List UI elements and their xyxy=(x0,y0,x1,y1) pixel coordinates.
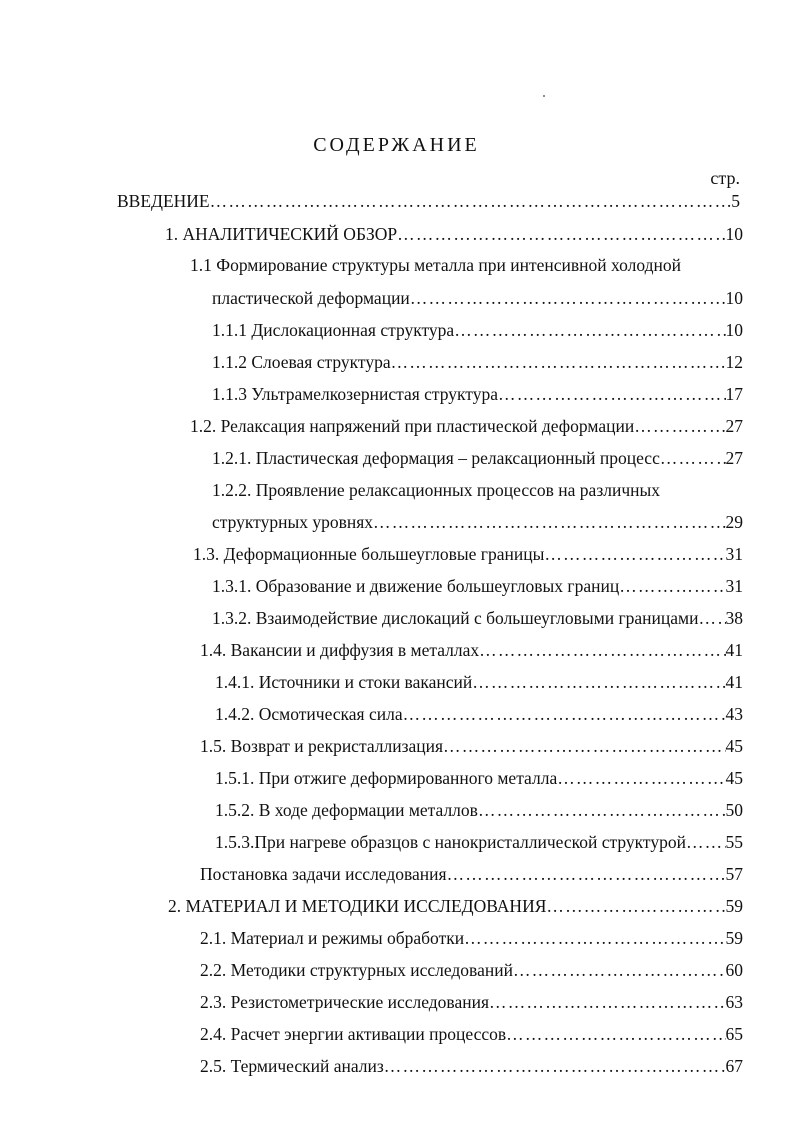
toc-entry-1-5-1[interactable] xyxy=(215,767,743,789)
toc-entry-title: 1. АНАЛИТИЧЕСКИЙ ОБЗОР xyxy=(165,224,398,244)
toc-dot-leader xyxy=(489,991,726,1013)
toc-entry-title: 1.5. Возврат и рекристаллизация xyxy=(200,736,444,756)
toc-entry-1-2-2[interactable] xyxy=(212,511,743,533)
toc-dot-leader xyxy=(698,607,725,629)
toc-entry-title: 1.2. Релаксация напряжений при пластической деформации xyxy=(190,416,635,436)
toc-entry-page: 5 xyxy=(731,191,740,211)
toc-entry-page: 45 xyxy=(725,768,743,788)
toc-entry-1-5-3[interactable] xyxy=(215,831,743,853)
toc-entry-page: 50 xyxy=(725,800,743,820)
toc-entry-page: 29 xyxy=(725,512,743,532)
toc-dot-leader xyxy=(397,223,725,245)
toc-dot-leader xyxy=(472,671,725,693)
toc-dot-leader xyxy=(506,1023,725,1045)
toc-dot-leader xyxy=(447,863,726,885)
toc-entry-title: 1.4. Вакансии и диффузия в металлах xyxy=(200,640,480,660)
toc-entry-1-3[interactable] xyxy=(193,543,743,565)
scan-speck xyxy=(543,95,545,97)
toc-entry-title: структурных уровнях xyxy=(212,512,374,532)
toc-dot-leader xyxy=(634,415,725,437)
toc-entry-1-1-1[interactable] xyxy=(212,319,743,341)
toc-entry-1-4[interactable] xyxy=(200,639,743,661)
toc-entry-title: 1.4.2. Осмотическая сила xyxy=(215,704,403,724)
toc-entry-1-5[interactable] xyxy=(200,735,743,757)
toc-entry-page: 67 xyxy=(725,1056,743,1076)
toc-entry-2-5[interactable] xyxy=(200,1055,743,1077)
toc-entry-1-5-2[interactable] xyxy=(215,799,743,821)
toc-entry-page: 10 xyxy=(725,320,743,340)
toc-dot-leader xyxy=(391,351,726,373)
toc-entry-title: 1.2.1. Пластическая деформация – релаксационный процесс xyxy=(212,448,660,468)
toc-entry-page: 57 xyxy=(725,864,743,884)
toc-entry-page: 17 xyxy=(725,384,743,404)
toc-entry-title: пластической деформации xyxy=(212,288,410,308)
toc-dot-leader xyxy=(479,639,725,661)
toc-entry-page: 65 xyxy=(725,1024,743,1044)
toc-entry-page: 63 xyxy=(725,992,743,1012)
toc-entry-1[interactable] xyxy=(165,223,743,245)
toc-entry-title: 2.2. Методики структурных исследований xyxy=(200,960,513,980)
toc-entry-title: 2.1. Материал и режимы обработки xyxy=(200,928,465,948)
toc-entry-1-4-2[interactable] xyxy=(215,703,743,725)
toc-dot-leader xyxy=(498,383,726,405)
toc-entry-title: 1.3.2. Взаимодействие дислокаций с большеугловыми границами xyxy=(212,608,699,628)
toc-dot-leader xyxy=(384,1055,726,1077)
toc-entry-1-1-2[interactable] xyxy=(212,351,743,373)
toc-entry-page: 38 xyxy=(725,608,743,628)
toc-entry-1-2[interactable] xyxy=(190,415,743,437)
toc-entry-1-1-3[interactable] xyxy=(212,383,743,405)
toc-entry-title: 1.5.2. В ходе деформации металлов xyxy=(215,800,478,820)
toc-entry-page: 31 xyxy=(725,544,743,564)
toc-entry-title: 2. МАТЕРИАЛ И МЕТОДИКИ ИССЛЕДОВАНИЯ xyxy=(168,896,547,916)
toc-entry-page: 10 xyxy=(725,288,743,308)
toc-dot-leader xyxy=(544,543,725,565)
toc-dot-leader xyxy=(660,447,726,469)
toc-entry-title: 1.3. Деформационные большеугловые границы xyxy=(193,544,545,564)
page-column-label: стр. xyxy=(710,168,740,188)
toc-entry-title: 2.4. Расчет энергии активации процессов xyxy=(200,1024,507,1044)
toc-dot-leader xyxy=(443,735,725,757)
toc-entry-problem-statement[interactable] xyxy=(200,863,743,885)
toc-dot-leader xyxy=(546,895,725,917)
toc-entry-1-1-line1[interactable]: 1.1 Формирование структуры металла при интенсивной холодной xyxy=(190,255,681,275)
toc-entry-2-2[interactable] xyxy=(200,959,743,981)
toc-entry-2-4[interactable] xyxy=(200,1023,743,1045)
toc-dot-leader xyxy=(619,575,725,597)
toc-dot-leader xyxy=(686,831,726,853)
toc-entry-title: 1.4.1. Источники и стоки вакансий xyxy=(215,672,473,692)
toc-entry-page: 55 xyxy=(725,832,743,852)
toc-entry-title: 1.1.3 Ультрамелкозернистая структура xyxy=(212,384,498,404)
page-title: СОДЕРЖАНИЕ xyxy=(313,134,480,156)
toc-entry-intro[interactable] xyxy=(117,190,740,212)
toc-entry-page: 10 xyxy=(725,224,743,244)
toc-entry-title: ВВЕДЕНИЕ xyxy=(117,191,210,211)
toc-entry-page: 12 xyxy=(725,352,743,372)
toc-entry-page: 41 xyxy=(725,672,743,692)
toc-entry-page: 60 xyxy=(725,960,743,980)
toc-entry-page: 59 xyxy=(725,928,743,948)
toc-entry-title: 2.3. Резистометрические исследования xyxy=(200,992,489,1012)
toc-entry-1-1[interactable] xyxy=(212,287,743,309)
toc-entry-page: 31 xyxy=(725,576,743,596)
toc-entry-title: 2.5. Термический анализ xyxy=(200,1056,384,1076)
toc-entry-1-2-2-line1[interactable]: 1.2.2. Проявление релаксационных процессов на различных xyxy=(212,480,661,500)
toc-dot-leader xyxy=(373,511,725,533)
toc-dot-leader xyxy=(454,319,725,341)
toc-dot-leader xyxy=(464,927,725,949)
toc-entry-page: 59 xyxy=(725,896,743,916)
toc-entry-2-3[interactable] xyxy=(200,991,743,1013)
toc-entry-page: 43 xyxy=(725,704,743,724)
toc-entry-title: 1.5.1. При отжиге деформированного металла xyxy=(215,768,558,788)
toc-entry-title: 1.1.2 Слоевая структура xyxy=(212,352,391,372)
toc-entry-1-3-1[interactable] xyxy=(212,575,743,597)
toc-dot-leader xyxy=(557,767,725,789)
toc-entry-1-3-2[interactable] xyxy=(212,607,743,629)
toc-dot-leader xyxy=(210,190,732,212)
toc-entry-title: 1.1.1 Дислокационная структура xyxy=(212,320,455,340)
toc-entry-title: Постановка задачи исследования xyxy=(200,864,447,884)
toc-entry-page: 27 xyxy=(725,416,743,436)
toc-entry-page: 45 xyxy=(725,736,743,756)
toc-dot-leader xyxy=(410,287,726,309)
toc-dot-leader xyxy=(478,799,726,821)
toc-entry-title: 1.5.3.При нагреве образцов с нанокристаллической структурой xyxy=(215,832,686,852)
toc-entry-page: 27 xyxy=(725,448,743,468)
toc-dot-leader xyxy=(403,703,726,725)
toc-entry-page: 41 xyxy=(725,640,743,660)
toc-entry-1-2-1[interactable] xyxy=(212,447,743,469)
toc-entry-title: 1.3.1. Образование и движение большеугловых границ xyxy=(212,576,620,596)
toc-entry-2-1[interactable] xyxy=(200,927,743,949)
toc-entry-1-4-1[interactable] xyxy=(215,671,743,693)
toc-entry-2[interactable] xyxy=(168,895,743,917)
toc-dot-leader xyxy=(513,959,726,981)
